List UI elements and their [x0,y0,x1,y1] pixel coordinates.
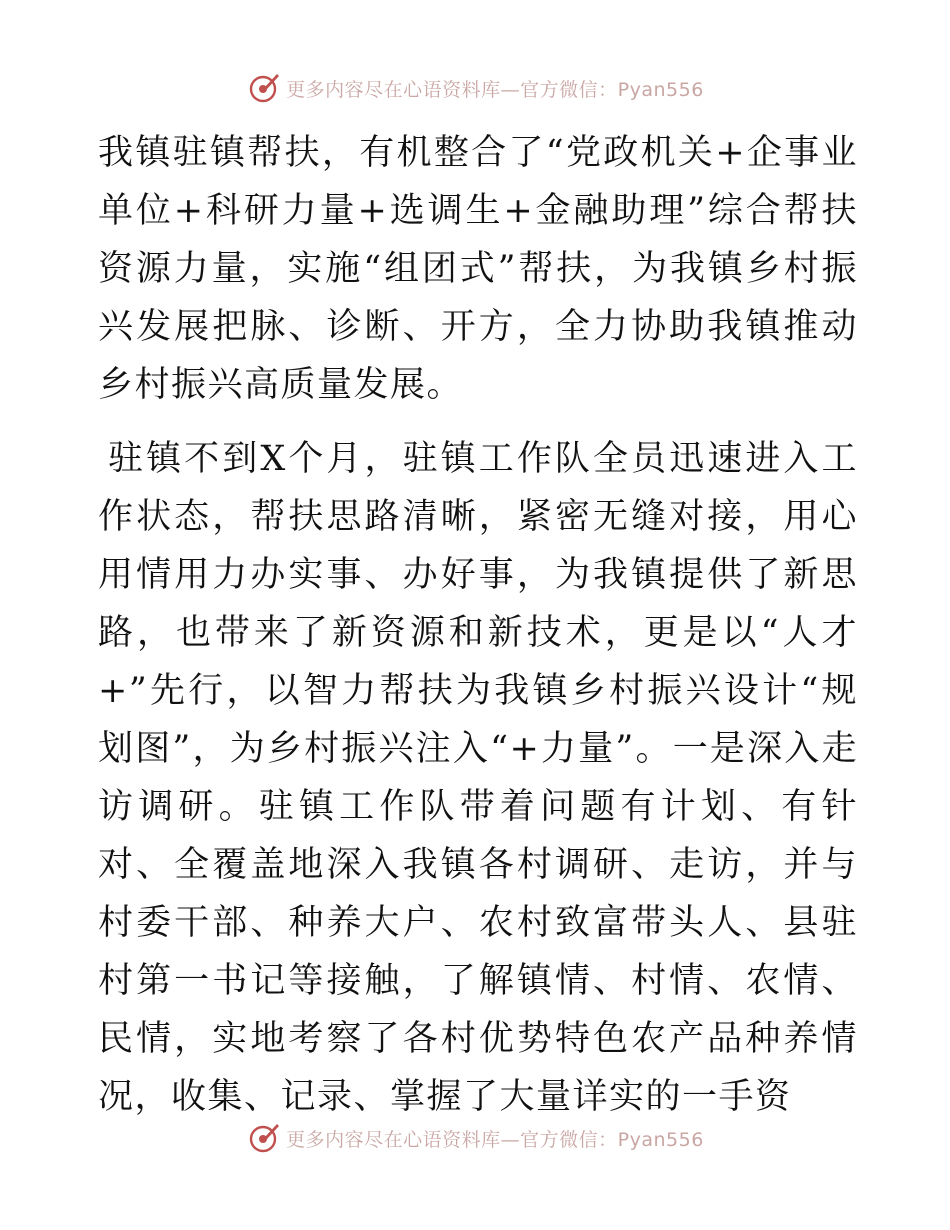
watermark-text: 更多内容尽在心语资料库—官方微信：Pyan556 [286,78,704,101]
watermark-text: 更多内容尽在心语资料库—官方微信：Pyan556 [286,1128,704,1151]
paragraph: 驻镇不到X个月，驻镇工作队全员迅速进入工作状态，帮扶思路清晰，紧密无缝对接，用心用情用力办实事、办好事，为我镇提供了新思路，也带来了新资源和新技术，更是以“人才+”先行，以智力帮扶为我镇乡村振兴设计“规划图”，为乡村振兴注入“+力量”。一是深入走访调研。驻镇工作队带着问题有计划、有针对、全覆盖地深入我镇各村调研、走访，并与村委干部、种养大户、农村致富带头人、县驻村第一书记等接触，了解镇情、村情、农情、民情，实地考察了各村优势特色农产品种养情况，收集、记录、掌握了大量详实的一手资 [98,439,858,1117]
document-body [98,124,858,1126]
pen-circle-logo-icon [246,1121,280,1155]
paragraph: 我镇驻镇帮扶，有机整合了“党政机关+企事业单位+科研力量+选调生+金融助理”综合帮扶资源力量，实施“组团式”帮扶，为我镇乡村振兴发展把脉、诊断、开方，全力协助我镇推动乡村振兴高质量发展。 [98,133,858,405]
footer-watermark [0,1121,950,1155]
header-watermark [0,71,950,105]
pen-circle-logo-icon [246,71,280,105]
